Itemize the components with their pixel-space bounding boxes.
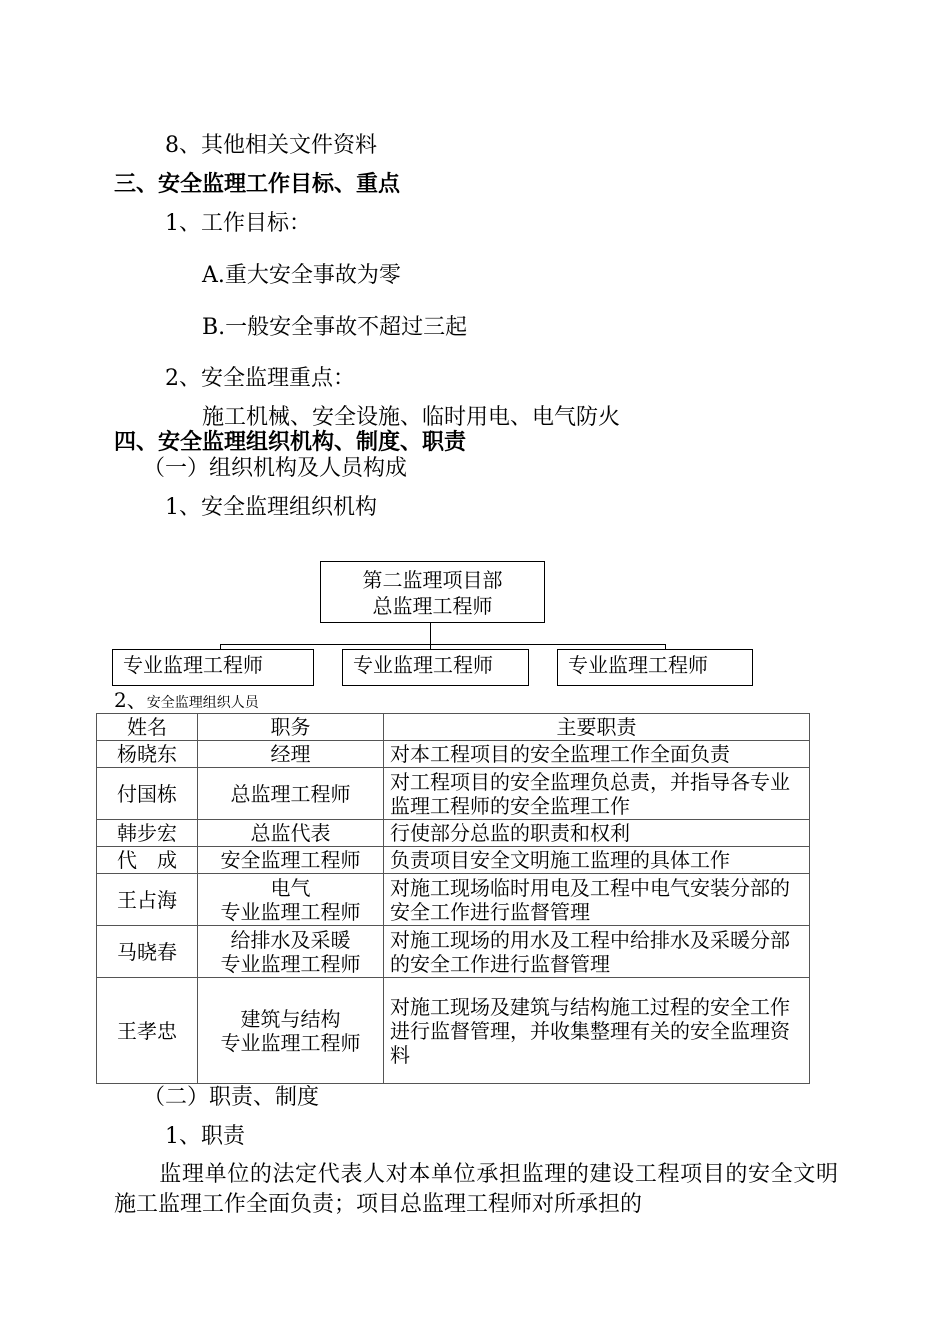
staff-role-line1: 给排水及采暖 [230,927,351,952]
staff-role: 总监理工程师 [198,768,384,820]
staff-role-line1: 电气 [270,875,311,900]
staff-name: 王占海 [97,874,198,926]
header-name: 姓名 [97,714,198,741]
table-row [97,847,810,874]
staff-role-line2: 专业监理工程师 [220,899,361,924]
staff-role-line2: 专业监理工程师 [220,1030,361,1055]
subheading-key-points: 2、安全监理重点： [165,366,355,391]
list-item-other-documents: 8、其他相关文件资料 [165,133,377,158]
org-connector-horizontal [220,644,666,645]
table-header-row [97,714,810,741]
table-row [97,768,810,820]
staff-name: 杨晓东 [97,741,198,768]
staff-role [198,926,384,978]
header-role: 职务 [198,714,384,741]
subsection-org: （一）组织机构及人员构成 [143,456,408,481]
staff-duty: 行使部分总监的职责和权利 [384,820,810,847]
subheading-staff-number: 2、 [114,688,147,712]
subheading-staff [114,690,259,710]
org-top-line2: 总监理工程师 [372,594,493,618]
subheading-org-chart: 1、安全监理组织机构 [165,495,377,520]
org-child-box-2: 专业监理工程师 [342,649,529,686]
staff-duty: 对施工现场临时用电及工程中电气安装分部的安全工作进行监督管理 [384,874,810,926]
table-row [97,741,810,768]
goal-b: B.一般安全事故不超过三起 [202,315,468,340]
staff-role-line2: 专业监理工程师 [220,951,361,976]
staff-duty: 对工程项目的安全监理负总责，并指导各专业监理工程师的安全监理工作 [384,768,810,820]
subheading-work-goals: 1、工作目标： [165,211,311,236]
staff-role: 总监代表 [198,820,384,847]
staff-role [198,874,384,926]
staff-duty: 对本工程项目的安全监理工作全面负责 [384,741,810,768]
duties-paragraph: 监理单位的法定代表人对本单位承担监理的建设工程项目的安全文明施工监理工作全面负责；项目总监理工程师对所承担的 [114,1162,838,1217]
section-heading-3: 三、安全监理工作目标、重点 [114,172,401,197]
staff-table [96,713,810,1084]
subheading-duties: 1、职责 [165,1124,245,1149]
goal-a: A.重大安全事故为零 [202,263,401,288]
table-row [97,978,810,1084]
section-heading-4: 四、安全监理组织机构、制度、职责 [114,430,467,455]
staff-name: 王孝忠 [97,978,198,1084]
staff-duty: 对施工现场的用水及工程中给排水及采暖分部的安全工作进行监督管理 [384,926,810,978]
staff-name: 马晓春 [97,926,198,978]
staff-duty: 对施工现场及建筑与结构施工过程的安全工作进行监督管理，并收集整理有关的安全监理资料 [384,978,810,1084]
org-connector-vertical [430,623,431,645]
table-row [97,926,810,978]
staff-role [198,978,384,1084]
staff-name: 韩步宏 [97,820,198,847]
staff-role: 经理 [198,741,384,768]
table-row [97,820,810,847]
org-child-box-1: 专业监理工程师 [112,649,314,686]
header-duty: 主要职责 [384,714,810,741]
org-child-box-3: 专业监理工程师 [557,649,753,686]
staff-name: 付国栋 [97,768,198,820]
staff-role-line1: 建筑与结构 [240,1006,341,1031]
subsection-duties: （二）职责、制度 [143,1085,320,1110]
subheading-staff-text: 安全监理组织人员 [146,695,259,711]
org-chart-top-box [320,561,545,623]
staff-name: 代 成 [97,847,198,874]
staff-role: 安全监理工程师 [198,847,384,874]
table-row [97,874,810,926]
key-points-text: 施工机械、安全设施、临时用电、电气防火 [202,405,621,430]
staff-duty: 负责项目安全文明施工监理的具体工作 [384,847,810,874]
org-top-line1: 第二监理项目部 [362,568,503,592]
